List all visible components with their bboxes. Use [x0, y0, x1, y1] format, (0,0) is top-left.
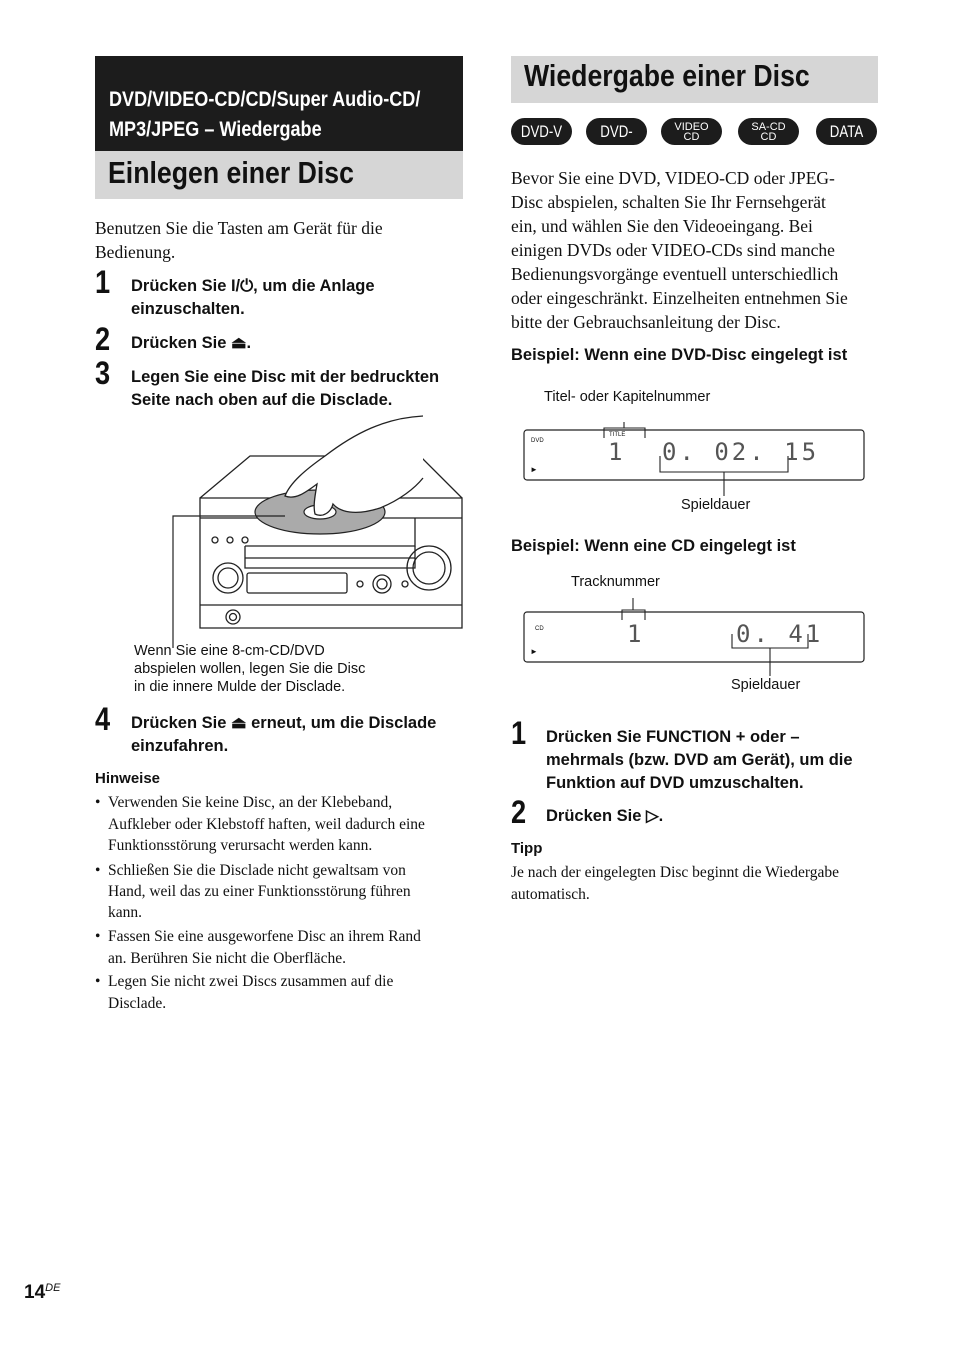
step-number: 4 [95, 701, 111, 737]
figure-caption: abspielen wollen, legen Sie die Disc [134, 661, 366, 677]
intro-line: Bevor Sie eine DVD, VIDEO-CD oder JPEG- [511, 168, 835, 188]
heading-einlegen [95, 151, 463, 199]
note-line: Aufkleber oder Klebstoff haften, weil dadurch eine [108, 816, 425, 833]
intro-line: ein, und wählen Sie den Videoeingang. Bei [511, 216, 813, 236]
play-icon: ► [530, 465, 538, 474]
step-text: Seite nach oben auf die Disclade. [131, 391, 393, 409]
example-dvd-title: Beispiel: Wenn eine DVD-Disc eingelegt ist [511, 346, 848, 364]
intro-line: Bedienungsvorgänge eventuell unterschiedlich [511, 264, 839, 284]
intro-line1: Benutzen Sie die Tasten am Gerät für die [95, 218, 383, 238]
step-number: 3 [95, 355, 111, 391]
intro-line: Disc abspielen, schalten Sie Ihr Fernsehgerät [511, 192, 826, 212]
heading-wiedergabe [511, 56, 878, 103]
heading-text: Einlegen einer Disc [108, 155, 354, 190]
step-number: 2 [95, 321, 111, 357]
note-line: Hand, weil das zu einer Funktionsstörung führen [108, 883, 411, 900]
disc-badge-video-cd: VIDEO CD [661, 118, 722, 145]
note-line: Fassen Sie eine ausgeworfene Disc an ihrem Rand [108, 928, 421, 945]
step-text: Drücken Sie I/⏻, um die Anlage [131, 277, 375, 295]
disc-badge-data-cd: DATA CD [816, 118, 877, 145]
step-text: einzufahren. [131, 737, 229, 755]
display-tag: TITLE [609, 432, 626, 438]
note-line: Disclade. [108, 995, 167, 1012]
label-track-number: Tracknummer [571, 574, 660, 590]
figure-caption: Wenn Sie eine 8-cm-CD/DVD [134, 643, 325, 659]
tip-line: automatisch. [511, 886, 590, 903]
intro-line: einigen DVDs oder VIDEO-CDs sind manche [511, 240, 835, 260]
intro-line: bitte der Gebrauchsanleitung der Disc. [511, 312, 781, 332]
step-text: Drücken Sie ⏏. [131, 334, 252, 352]
tip-line: Je nach der eingelegten Disc beginnt die Wiedergabe [511, 864, 840, 881]
page-number: 14DE [24, 1282, 61, 1303]
display-time: 0. 02. 15 [662, 438, 820, 466]
step-text: Funktion auf DVD umzuschalten. [546, 774, 804, 792]
step-text: mehrmals (bzw. DVD am Gerät), um die [546, 751, 853, 769]
note-item: • [95, 794, 101, 811]
note-item: • [95, 862, 101, 879]
note-item: • [95, 928, 101, 945]
section-title-line2: MP3/JPEG – Wiedergabe [109, 118, 322, 141]
heading-text: Wiedergabe einer Disc [524, 58, 810, 93]
intro-line: oder eingeschränkt. Einzelheiten entnehmen Sie [511, 288, 848, 308]
section-title-line1: DVD/VIDEO-CD/CD/Super Audio-CD/ [109, 88, 421, 111]
display-time: 0. 41 [736, 620, 824, 648]
display-title-number: 1 [608, 438, 623, 466]
note-line: Legen Sie nicht zwei Discs zusammen auf die [108, 973, 394, 990]
step-number: 1 [95, 264, 111, 300]
label-playtime: Spieldauer [681, 497, 751, 513]
intro-line2: Bedienung. [95, 242, 176, 262]
note-line: kann. [108, 904, 143, 921]
step-text: Legen Sie eine Disc mit der bedruckten [131, 368, 440, 386]
disc-insert-illustration [165, 408, 470, 648]
display-mode: CD [535, 626, 544, 632]
section-header [95, 56, 463, 151]
tip-title: Tipp [511, 840, 543, 857]
note-line: Verwenden Sie keine Disc, an der Klebeband, [108, 794, 393, 811]
note-line: Schließen Sie die Disclade nicht gewaltsam von [108, 862, 406, 879]
figure-caption: in die innere Mulde der Disclade. [134, 679, 346, 695]
play-icon: ► [530, 647, 538, 656]
notes-title: Hinweise [95, 770, 161, 787]
step-text: Drücken Sie FUNCTION + oder – [546, 728, 800, 746]
label-title-number: Titel- oder Kapitelnummer [544, 389, 711, 405]
page-lang: DE [45, 1282, 61, 1294]
step-number: 1 [511, 715, 527, 751]
step-text: Drücken Sie ▷. [546, 807, 664, 825]
disc-badge-sa-cd: SA-CD CD [738, 118, 799, 145]
note-line: Funktionsstörung verursacht werden kann. [108, 837, 373, 854]
step-number: 2 [511, 794, 527, 830]
example-cd-title: Beispiel: Wenn eine CD eingelegt ist [511, 537, 796, 555]
disc-badge-dvd-rw: DVD-RW [586, 118, 647, 145]
step-text: Drücken Sie ⏏ erneut, um die Disclade [131, 714, 437, 732]
display-track-number: 1 [627, 620, 642, 648]
label-playtime: Spieldauer [731, 677, 801, 693]
note-line: an. Berühren Sie nicht die Oberfläche. [108, 950, 347, 967]
display-mode: DVD [531, 438, 544, 444]
note-item: • [95, 973, 101, 990]
step-text: einzuschalten. [131, 300, 245, 318]
disc-badge-dvd-v: DVD-V [511, 118, 572, 145]
